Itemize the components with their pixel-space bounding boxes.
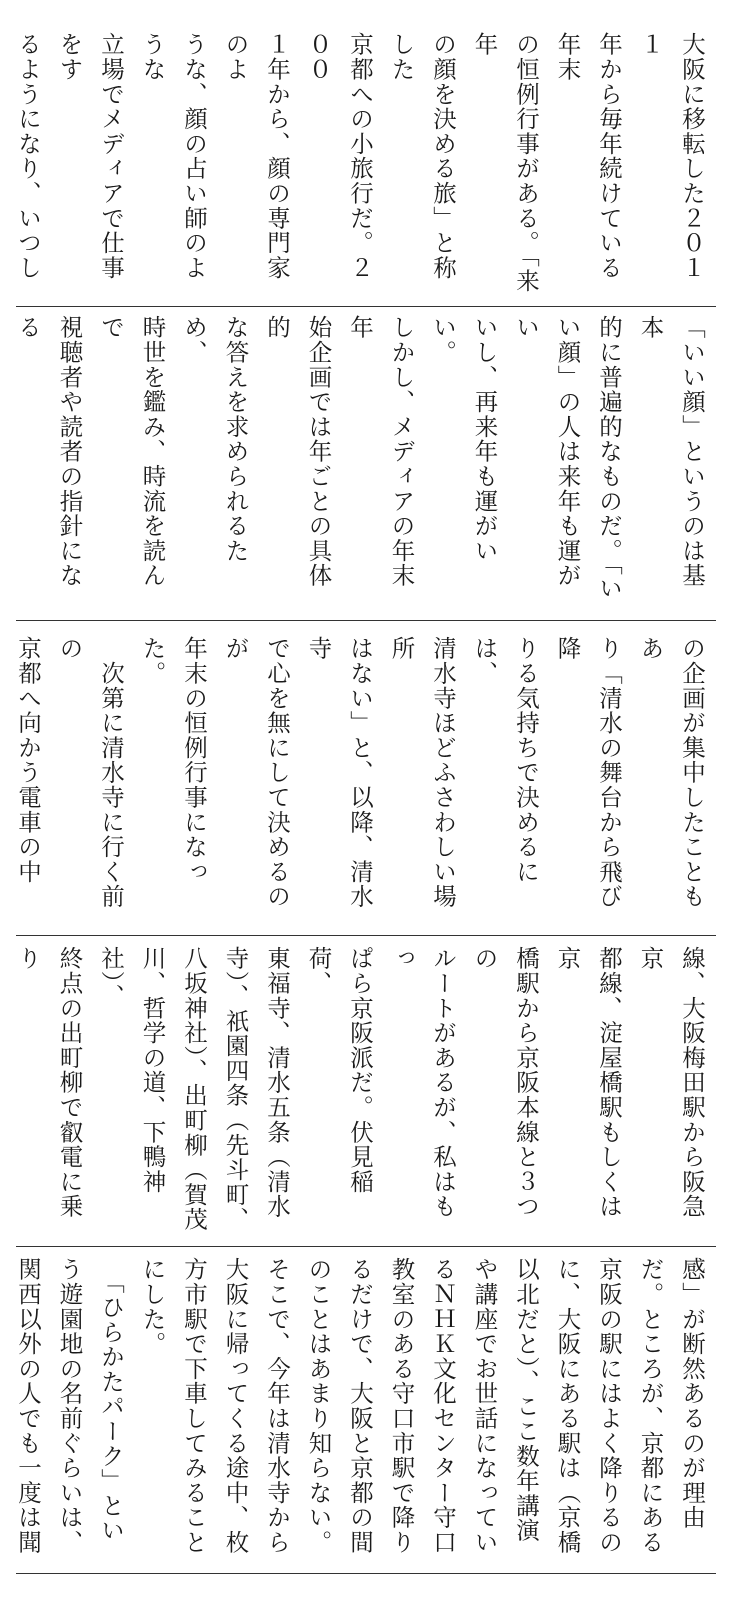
divider-line bbox=[16, 935, 716, 936]
text-block-1 bbox=[16, 32, 716, 296]
vertical-text-1: 大阪に移転した２０１１ 年から毎年続けている年末 の恒例行事がある。「来年 の顔を決める旅」と称した 京都への小旅行だ。２００ １年から、顔の専門家のよ うな、顔の占い師のような 立場でメディアで仕事をす るようになり、いつし bbox=[14, 32, 706, 294]
text-block-3 bbox=[16, 636, 716, 926]
text-block-4 bbox=[16, 946, 716, 1236]
vertical-text-4: 線、大阪梅田駅から阪急京 都線、淀屋橋駅もしくは京 橋駅から京阪本線と３つの ルートがあるが、私はもっ ぱら京阪派だ。伏見稲荷、 東福寺、清水五条（清水 寺）、祇園四条（先斗町、 八坂神社）、出町柳（賀茂 川、哲学の道、下鴨神社）、 終点の出町柳で叡電に乗り bbox=[14, 946, 706, 1232]
vertical-text-5: 感」が断然あるのが理由 だ。ところが、京都にある 京阪の駅にはよく降りるの に、大阪にある駅は（京橋 以北だと）、ここ数年講演 や講座でお世話になってい るＮＨＫ文化センター守口 教室のある守口市駅で降り るだけで、大阪と京都の間 のことはあまり知らない。 そこで、今年は清水寺から 大阪に帰ってくる途中、枚 方市駅で下車してみること にした。 「ひらかたパーク」とい う遊園地の名前ぐらいは、 関西以外の人でも一度は聞 bbox=[14, 1257, 706, 1555]
divider-line bbox=[16, 1573, 716, 1574]
divider-line bbox=[16, 306, 716, 307]
text-block-5 bbox=[16, 1257, 716, 1559]
divider-line bbox=[16, 1246, 716, 1247]
divider-line bbox=[16, 620, 716, 621]
vertical-text-2: 「いい顔」というのは基本 的に普遍的なものだ。「い い顔」の人は来年も運がい いし、再来年も運がいい。 しかし、メディアの年末年 始企画では年ごとの具体的 な答えを求められるため、 時世を鑑み、時流を読んで 視聴者や読者の指針になる bbox=[14, 315, 706, 601]
vertical-text-3: の企画が集中したこともあ り「清水の舞台から飛び降 りる気持ちで決めるには、 清水寺ほどふさわしい場所 はない」と、以降、清水寺 で心を無にして決めるのが 年末の恒例行事になった。 次第に清水寺に行く前の 京都へ向かう電車の中 bbox=[14, 636, 706, 909]
text-block-2 bbox=[16, 315, 716, 603]
